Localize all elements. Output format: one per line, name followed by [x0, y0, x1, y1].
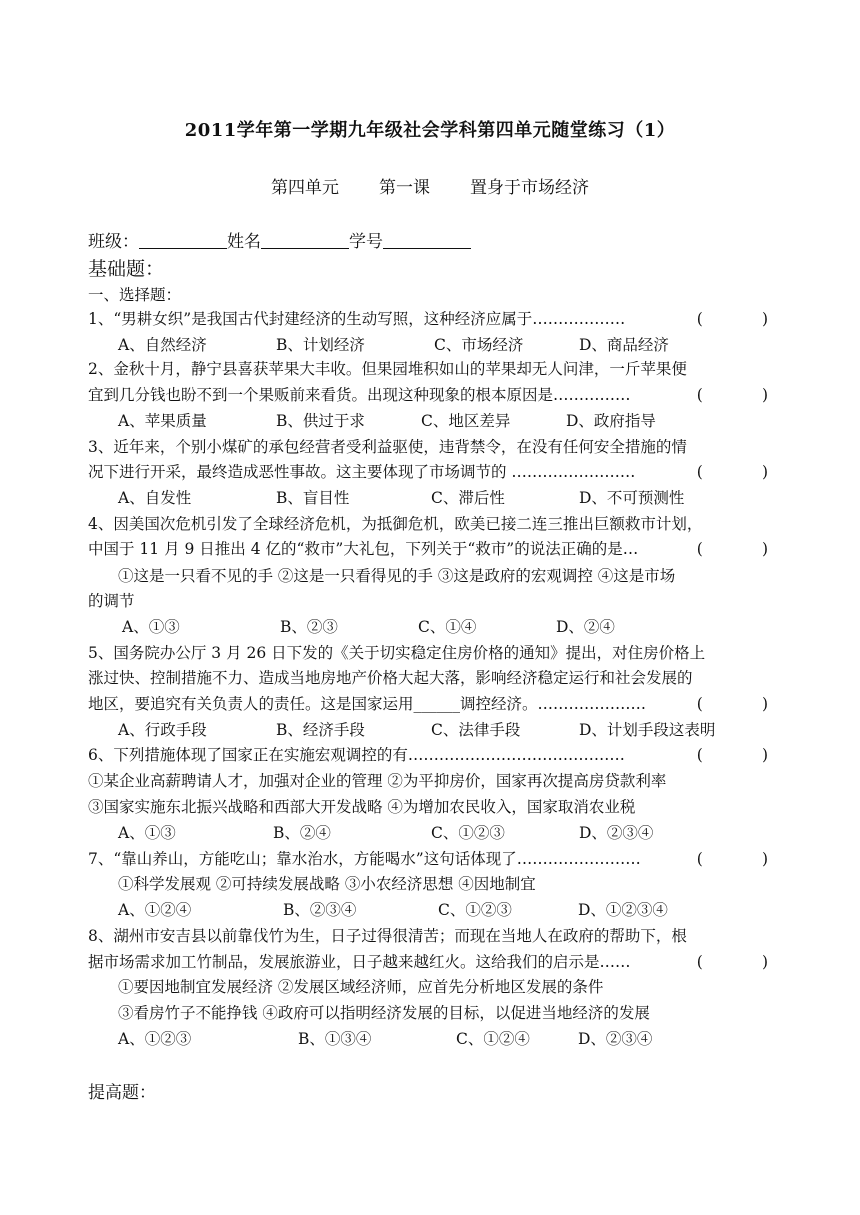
option-a[interactable]: A、自发性 [118, 489, 192, 507]
option-c[interactable]: C、滞后性 [431, 489, 505, 507]
question-5-options [118, 718, 715, 742]
question-2-text-cont: 宜到几分钱也盼不到一个果贩前来看货。出现这种现象的根本原因是…………… [88, 386, 631, 404]
answer-paren[interactable]: ( ) [696, 386, 768, 404]
option-c[interactable]: C、地区差异 [421, 412, 511, 430]
class-label: 班级： [88, 232, 139, 252]
student-info-row [88, 230, 471, 254]
question-1-text: 1、“男耕女织”是我国古代封建经济的生动写照，这种经济应属于……………… [88, 310, 626, 328]
option-b[interactable]: B、②④ [273, 824, 331, 842]
question-8-statements: ①要因地制宜发展经济 ②发展区域经济师，应首先分析地区发展的条件 [118, 978, 604, 996]
question-6-statements: ①某企业高薪聘请人才，加强对企业的管理 ②为平抑房价，国家再次提高房贷款利率 [88, 772, 667, 790]
section-basic: 基础题： [88, 258, 165, 280]
option-d[interactable]: D、②④ [556, 618, 615, 636]
question-5-text-cont-1: 涨过快、控制措施不力、造成当地房地产价格大起大落，影响经济稳定运行和社会发展的 [88, 669, 693, 687]
question-6-options [118, 821, 653, 845]
lesson-label: 第一课 [379, 178, 430, 198]
question-3-text: 3、近年来，个别小煤矿的承包经营者受利益驱使，违背禁令，在没有任何安全措施的情 [88, 438, 687, 456]
option-b[interactable]: B、盲目性 [276, 489, 350, 507]
answer-paren[interactable]: ( ) [696, 540, 768, 558]
question-3-options [118, 486, 684, 510]
option-d[interactable]: D、②③④ [578, 1030, 653, 1048]
question-5-text: 5、国务院办公厅 3 月 26 日下发的《关于切实稳定住房价格的通知》提出，对住房价格上 [88, 644, 706, 662]
unit-label: 第四单元 [271, 178, 339, 198]
question-8-options [118, 1027, 652, 1051]
worksheet-subtitle [0, 173, 860, 198]
option-d[interactable]: D、①②③④ [578, 901, 668, 919]
option-a[interactable]: A、苹果质量 [118, 412, 207, 430]
question-4-text-cont: 中国于 11 月 9 日推出 4 亿的“救市”大礼包，下列关于“救市”的说法正确的是… [88, 540, 639, 558]
question-1-options [118, 333, 669, 357]
option-c[interactable]: C、①②③ [438, 901, 512, 919]
question-5-text-cont-2: 地区，要追究有关负责人的责任。这是国家运用______调控经济。………………… [88, 695, 647, 713]
option-d[interactable]: D、政府指导 [566, 412, 656, 430]
question-2-text: 2、金秋十月，静宁县喜获苹果大丰收。但果园堆积如山的苹果却无人问津，一斤苹果便 [88, 360, 687, 378]
question-6-text: 6、下列措施体现了国家正在实施宏观调控的有…………………………………… [88, 746, 625, 764]
option-b[interactable]: B、供过于求 [276, 412, 365, 430]
section-advanced: 提高题： [88, 1083, 156, 1103]
question-3-text-cont: 况下进行开采，最终造成恶性事故。这主要体现了市场调节的 …………………… [88, 463, 636, 481]
answer-paren[interactable]: ( ) [696, 953, 768, 971]
question-8-text: 8、湖州市安吉县以前靠伐竹为生，日子过得很清苦；而现在当地人在政府的帮助下，根 [88, 927, 687, 945]
question-7-statements: ①科学发展观 ②可持续发展战略 ③小农经济思想 ④因地制宜 [118, 875, 536, 893]
option-c[interactable]: C、①②③ [431, 824, 505, 842]
question-4-statements: ①这是一只看不见的手 ②这是一只看得见的手 ③这是政府的宏观调控 ④这是市场 [118, 567, 676, 585]
option-d[interactable]: D、商品经济 [579, 336, 669, 354]
class-blank[interactable] [139, 230, 227, 249]
option-c[interactable]: C、①④ [418, 618, 477, 636]
option-a[interactable]: A、自然经济 [118, 336, 207, 354]
answer-paren[interactable]: ( ) [696, 310, 768, 328]
option-a[interactable]: A、①②③ [118, 1030, 192, 1048]
option-b[interactable]: B、①③④ [298, 1030, 372, 1048]
section-choice: 一、选择题： [88, 286, 182, 304]
question-8-statements-cont: ③看房竹子不能挣钱 ④政府可以指明经济发展的目标，以促进当地经济的发展 [118, 1004, 650, 1022]
answer-paren[interactable]: ( ) [696, 746, 768, 764]
question-4-text: 4、因美国次危机引发了全球经济危机，为抵御危机，欧美已接二连三推出巨额救市计划， [88, 515, 703, 533]
option-d[interactable]: D、不可预测性 [579, 489, 685, 507]
answer-paren[interactable]: ( ) [696, 463, 768, 481]
option-d[interactable]: D、②③④ [579, 824, 654, 842]
number-blank[interactable] [383, 230, 471, 249]
question-7-options [118, 898, 668, 922]
answer-paren[interactable]: ( ) [696, 850, 768, 868]
option-c[interactable]: C、市场经济 [434, 336, 524, 354]
option-d[interactable]: D、计划手段这表明 [579, 721, 716, 739]
option-c[interactable]: C、法律手段 [431, 721, 521, 739]
question-6-statements-cont: ③国家实施东北振兴战略和西部大开发战略 ④为增加农民收入，国家取消农业税 [88, 798, 636, 816]
number-label: 学号 [349, 232, 383, 252]
option-b[interactable]: B、②③④ [283, 901, 357, 919]
topic-label: 置身于市场经济 [470, 178, 589, 198]
question-4-statements-cont: 的调节 [88, 592, 135, 610]
name-blank[interactable] [261, 230, 349, 249]
question-8-text-cont: 据市场需求加工竹制品，发展旅游业，日子越来越红火。这给我们的启示是…… [88, 953, 631, 971]
option-a[interactable]: A、行政手段 [118, 721, 207, 739]
name-label: 姓名 [227, 232, 261, 252]
option-a[interactable]: A、①②④ [118, 901, 192, 919]
answer-paren[interactable]: ( ) [696, 695, 768, 713]
option-a[interactable]: A、①③ [122, 618, 180, 636]
question-2-options [118, 409, 656, 433]
option-b[interactable]: B、经济手段 [276, 721, 365, 739]
option-c[interactable]: C、①②④ [456, 1030, 530, 1048]
option-a[interactable]: A、①③ [118, 824, 176, 842]
option-b[interactable]: B、②③ [280, 618, 338, 636]
question-7-text: 7、“靠山养山，方能吃山；靠水治水，方能喝水”这句话体现了…………………… [88, 850, 641, 868]
question-4-options [122, 615, 615, 639]
option-b[interactable]: B、计划经济 [276, 336, 365, 354]
worksheet-title: 2011学年第一学期九年级社会学科第四单元随堂练习（1） [184, 120, 676, 141]
